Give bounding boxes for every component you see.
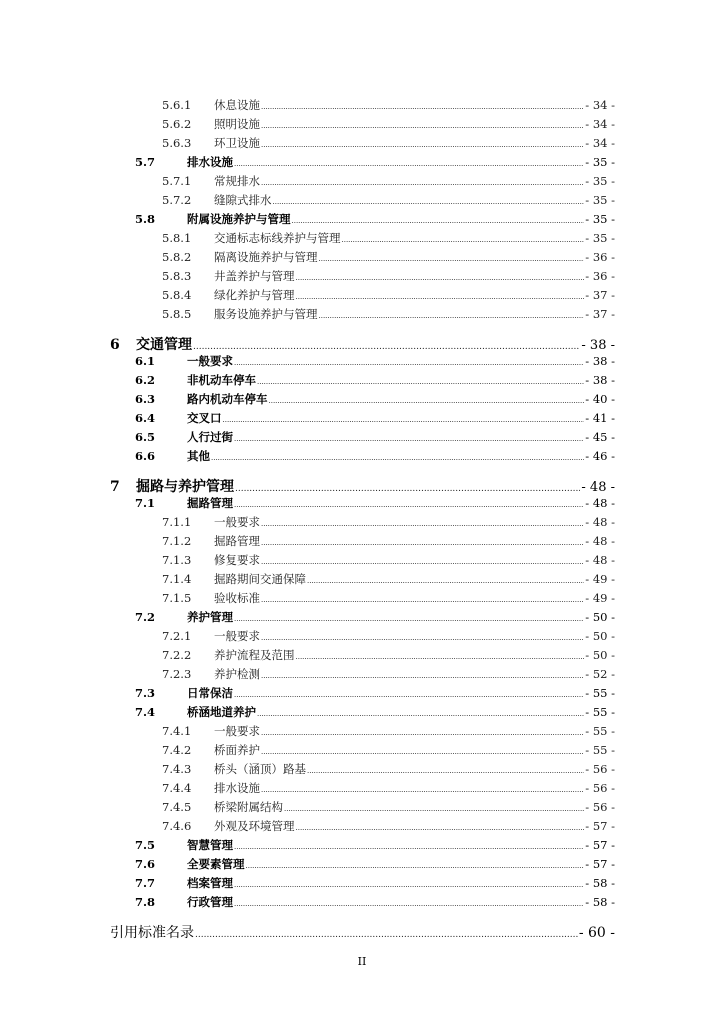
toc-subsection-entry[interactable] bbox=[162, 742, 615, 758]
toc-subsection-entry[interactable] bbox=[162, 818, 615, 834]
toc-entry-page: - 37 - bbox=[585, 307, 615, 321]
toc-entry-number: 7.4.4 bbox=[162, 781, 192, 795]
toc-section-entry[interactable] bbox=[135, 685, 615, 701]
toc-entry-page: - 40 - bbox=[585, 392, 615, 406]
toc-entry-page: - 56 - bbox=[585, 800, 615, 814]
toc-entry-title: 路内机动车停车 bbox=[187, 392, 268, 406]
toc-entry-title: 修复要求 bbox=[214, 553, 260, 567]
toc-subsection-entry[interactable] bbox=[162, 552, 615, 568]
dot-leader bbox=[234, 843, 584, 851]
toc-section-entry[interactable] bbox=[135, 837, 615, 853]
dot-leader bbox=[261, 729, 584, 737]
toc-entry-number: 5.6.2 bbox=[162, 117, 192, 131]
toc-entry-number: 6.6 bbox=[135, 449, 156, 463]
dot-leader bbox=[234, 435, 584, 443]
toc-subsection-entry[interactable] bbox=[162, 116, 615, 132]
dot-leader bbox=[234, 615, 584, 623]
toc-entry-title: 日常保洁 bbox=[187, 686, 233, 700]
toc-subsection-entry[interactable] bbox=[162, 590, 615, 606]
toc-entry-page: - 50 - bbox=[585, 610, 615, 624]
toc-section-entry[interactable] bbox=[135, 875, 615, 891]
toc-subsection-entry[interactable] bbox=[162, 761, 615, 777]
dot-leader bbox=[261, 558, 584, 566]
toc-entry-number: 7.1.4 bbox=[162, 572, 192, 586]
toc-entry-number: 5.8.2 bbox=[162, 250, 192, 264]
toc-entry-number: 6 bbox=[110, 337, 120, 353]
toc-entry-title: 智慧管理 bbox=[187, 838, 233, 852]
dot-leader bbox=[261, 539, 584, 547]
dot-leader bbox=[261, 634, 584, 642]
toc-section-entry[interactable] bbox=[135, 372, 615, 388]
toc-section-entry[interactable] bbox=[135, 154, 615, 170]
toc-entry-title: 排水设施 bbox=[187, 155, 233, 169]
toc-entry-number: 7.2.1 bbox=[162, 629, 192, 643]
dot-leader bbox=[257, 710, 584, 718]
toc-entry-page: - 57 - bbox=[585, 819, 615, 833]
toc-entry-title: 一般要求 bbox=[214, 629, 260, 643]
toc-entry-page: - 36 - bbox=[585, 250, 615, 264]
toc-entry-page: - 50 - bbox=[585, 648, 615, 662]
toc-entry-title: 排水设施 bbox=[214, 781, 260, 795]
toc-entry-page: - 34 - bbox=[585, 98, 615, 112]
toc-entry-title: 服务设施养护与管理 bbox=[214, 307, 318, 321]
toc-section-entry[interactable] bbox=[135, 448, 615, 464]
toc-subsection-entry[interactable] bbox=[162, 533, 615, 549]
toc-entry-title: 验收标准 bbox=[214, 591, 260, 605]
toc-entry-page: - 57 - bbox=[585, 838, 615, 852]
toc-entry-number: 5.7 bbox=[135, 155, 156, 169]
toc-entry-page: - 34 - bbox=[585, 136, 615, 150]
toc-entry-title: 休息设施 bbox=[214, 98, 260, 112]
toc-entry-number: 7.4 bbox=[135, 705, 156, 719]
dot-leader bbox=[296, 653, 585, 661]
toc-entry-title: 养护管理 bbox=[187, 610, 233, 624]
toc-chapter-entry[interactable] bbox=[110, 476, 615, 496]
toc-chapter-entry[interactable] bbox=[110, 334, 615, 354]
toc-entry-title: 桥头（涵顶）路基 bbox=[214, 762, 306, 776]
toc-appendix-entry[interactable] bbox=[110, 922, 615, 942]
dot-leader bbox=[261, 520, 584, 528]
toc-entry-number: 7 bbox=[110, 479, 120, 495]
dot-leader bbox=[223, 416, 585, 424]
toc-section-entry[interactable] bbox=[135, 429, 615, 445]
toc-entry-page: - 35 - bbox=[585, 174, 615, 188]
toc-entry-number: 5.8.1 bbox=[162, 231, 192, 245]
dot-leader bbox=[269, 397, 585, 405]
toc-entry-number: 6.3 bbox=[135, 392, 156, 406]
toc-entry-page: - 41 - bbox=[585, 411, 615, 425]
dot-leader bbox=[261, 596, 584, 604]
toc-entry-title: 交通标志标线养护与管理 bbox=[214, 231, 341, 245]
toc-entry-number: 7.1.2 bbox=[162, 534, 192, 548]
dot-leader bbox=[211, 454, 584, 462]
dot-leader bbox=[234, 881, 584, 889]
toc-entry-number: 5.6.1 bbox=[162, 98, 192, 112]
toc-entry-number: 7.6 bbox=[135, 857, 156, 871]
toc-entry-number: 7.1 bbox=[135, 496, 156, 510]
toc-entry-number: 7.8 bbox=[135, 895, 156, 909]
toc-entry-page: - 35 - bbox=[585, 155, 615, 169]
toc-section-entry[interactable] bbox=[135, 495, 615, 511]
toc-entry-page: - 55 - bbox=[585, 686, 615, 700]
dot-leader bbox=[235, 484, 580, 494]
dot-leader bbox=[296, 274, 585, 282]
dot-leader bbox=[234, 691, 584, 699]
toc-entry-number: 5.8 bbox=[135, 212, 156, 226]
toc-entry-title: 外观及环境管理 bbox=[214, 819, 295, 833]
toc-entry-page: - 55 - bbox=[585, 743, 615, 757]
toc-subsection-entry[interactable] bbox=[162, 249, 615, 265]
toc-entry-title: 掘路期间交通保障 bbox=[214, 572, 306, 586]
toc-entry-title: 掘路与养护管理 bbox=[136, 479, 234, 495]
toc-entry-page: - 46 - bbox=[585, 449, 615, 463]
dot-leader bbox=[246, 862, 585, 870]
dot-leader bbox=[234, 359, 584, 367]
toc-entry-page: - 34 - bbox=[585, 117, 615, 131]
toc-entry-page: - 56 - bbox=[585, 762, 615, 776]
dot-leader bbox=[261, 179, 584, 187]
dot-leader bbox=[193, 342, 580, 352]
toc-subsection-entry[interactable] bbox=[162, 287, 615, 303]
toc-subsection-entry[interactable] bbox=[162, 571, 615, 587]
toc-entry-page: - 60 - bbox=[578, 925, 615, 941]
toc-entry-title: 人行过街 bbox=[187, 430, 233, 444]
toc-entry-number: 7.4.2 bbox=[162, 743, 192, 757]
toc-entry-title: 行政管理 bbox=[187, 895, 233, 909]
toc-entry-page: - 52 - bbox=[585, 667, 615, 681]
toc-subsection-entry[interactable] bbox=[162, 230, 615, 246]
toc-entry-title: 养护检测 bbox=[214, 667, 260, 681]
toc-entry-title: 掘路管理 bbox=[214, 534, 260, 548]
dot-leader bbox=[273, 198, 585, 206]
toc-entry-title: 一般要求 bbox=[214, 515, 260, 529]
toc-entry-title: 井盖养护与管理 bbox=[214, 269, 295, 283]
toc-entry-page: - 56 - bbox=[585, 781, 615, 795]
toc-entry-number: 7.4.1 bbox=[162, 724, 192, 738]
toc-section-entry[interactable] bbox=[135, 353, 615, 369]
toc-entry-title: 照明设施 bbox=[214, 117, 260, 131]
toc-entry-number: 7.2.3 bbox=[162, 667, 192, 681]
toc-entry-title: 桥涵地道养护 bbox=[187, 705, 256, 719]
dot-leader bbox=[234, 160, 584, 168]
dot-leader bbox=[296, 824, 585, 832]
toc-entry-title: 掘路管理 bbox=[187, 496, 233, 510]
dot-leader bbox=[261, 786, 584, 794]
toc-subsection-entry[interactable] bbox=[162, 173, 615, 189]
toc-entry-page: - 48 - bbox=[581, 480, 615, 495]
toc-entry-title: 引用标准名录 bbox=[110, 925, 194, 941]
toc-subsection-entry[interactable] bbox=[162, 192, 615, 208]
toc-entry-page: - 35 - bbox=[585, 231, 615, 245]
dot-leader bbox=[296, 293, 585, 301]
toc-entry-number: 7.7 bbox=[135, 876, 156, 890]
dot-leader bbox=[319, 255, 585, 263]
toc-entry-page: - 49 - bbox=[585, 572, 615, 586]
toc-entry-title: 全要素管理 bbox=[187, 857, 245, 871]
dot-leader bbox=[261, 122, 584, 130]
toc-entry-number: 5.6.3 bbox=[162, 136, 192, 150]
toc-entry-number: 7.1.3 bbox=[162, 553, 192, 567]
toc-section-entry[interactable] bbox=[135, 609, 615, 625]
toc-subsection-entry[interactable] bbox=[162, 628, 615, 644]
dot-leader bbox=[234, 900, 584, 908]
toc-subsection-entry[interactable] bbox=[162, 135, 615, 151]
toc-entry-title: 桥面养护 bbox=[214, 743, 260, 757]
toc-entry-number: 5.7.2 bbox=[162, 193, 192, 207]
dot-leader bbox=[307, 767, 584, 775]
dot-leader bbox=[261, 748, 584, 756]
toc-entry-title: 桥梁附属结构 bbox=[214, 800, 283, 814]
toc-subsection-entry[interactable] bbox=[162, 647, 615, 663]
toc-entry-title: 交叉口 bbox=[187, 411, 222, 425]
toc-entry-page: - 57 - bbox=[585, 857, 615, 871]
toc-entry-page: - 50 - bbox=[585, 629, 615, 643]
toc-entry-page: - 37 - bbox=[585, 288, 615, 302]
toc-entry-page: - 48 - bbox=[585, 534, 615, 548]
toc-entry-title: 隔离设施养护与管理 bbox=[214, 250, 318, 264]
toc-entry-title: 一般要求 bbox=[214, 724, 260, 738]
toc-entry-page: - 45 - bbox=[585, 430, 615, 444]
toc-entry-title: 一般要求 bbox=[187, 354, 233, 368]
toc-entry-number: 5.8.4 bbox=[162, 288, 192, 302]
dot-leader bbox=[292, 217, 585, 225]
toc-entry-number: 7.2 bbox=[135, 610, 156, 624]
toc-entry-page: - 36 - bbox=[585, 269, 615, 283]
toc-subsection-entry[interactable] bbox=[162, 268, 615, 284]
toc-subsection-entry[interactable] bbox=[162, 306, 615, 322]
toc-entry-number: 7.3 bbox=[135, 686, 156, 700]
toc-entry-number: 7.4.3 bbox=[162, 762, 192, 776]
toc-entry-number: 7.4.5 bbox=[162, 800, 192, 814]
toc-entry-title: 绿化养护与管理 bbox=[214, 288, 295, 302]
toc-section-entry[interactable] bbox=[135, 391, 615, 407]
toc-entry-page: - 38 - bbox=[581, 338, 615, 353]
toc-entry-page: - 38 - bbox=[585, 354, 615, 368]
toc-entry-number: 5.8.3 bbox=[162, 269, 192, 283]
dot-leader bbox=[261, 672, 584, 680]
toc-entry-page: - 35 - bbox=[585, 212, 615, 226]
toc-entry-number: 6.2 bbox=[135, 373, 156, 387]
toc-entry-number: 7.1.5 bbox=[162, 591, 192, 605]
dot-leader bbox=[307, 577, 584, 585]
toc-entry-title: 附属设施养护与管理 bbox=[187, 212, 291, 226]
toc-entry-title: 缝隙式排水 bbox=[214, 193, 272, 207]
toc-entry-page: - 48 - bbox=[585, 515, 615, 529]
toc-entry-number: 7.2.2 bbox=[162, 648, 192, 662]
toc-subsection-entry[interactable] bbox=[162, 666, 615, 682]
toc-entry-title: 交通管理 bbox=[136, 337, 192, 353]
toc-entry-number: 6.1 bbox=[135, 354, 156, 368]
toc-subsection-entry[interactable] bbox=[162, 514, 615, 530]
toc-section-entry[interactable] bbox=[135, 410, 615, 426]
toc-entry-page: - 48 - bbox=[585, 496, 615, 510]
toc-entry-title: 养护流程及范围 bbox=[214, 648, 295, 662]
toc-entry-number: 7.1.1 bbox=[162, 515, 192, 529]
toc-entry-title: 其他 bbox=[187, 449, 210, 463]
toc-subsection-entry[interactable] bbox=[162, 780, 615, 796]
dot-leader bbox=[195, 930, 578, 940]
toc-entry-page: - 55 - bbox=[585, 724, 615, 738]
toc-entry-page: - 58 - bbox=[585, 876, 615, 890]
toc-section-entry[interactable] bbox=[135, 211, 615, 227]
toc-section-entry[interactable] bbox=[135, 894, 615, 910]
toc-entry-page: - 58 - bbox=[585, 895, 615, 909]
dot-leader bbox=[261, 141, 584, 149]
toc-entry-title: 非机动车停车 bbox=[187, 373, 256, 387]
dot-leader bbox=[284, 805, 584, 813]
dot-leader bbox=[319, 312, 585, 320]
dot-leader bbox=[257, 378, 584, 386]
toc-entry-page: - 49 - bbox=[585, 591, 615, 605]
toc-subsection-entry[interactable] bbox=[162, 723, 615, 739]
toc-entry-number: 7.5 bbox=[135, 838, 156, 852]
toc-entry-page: - 35 - bbox=[585, 193, 615, 207]
dot-leader bbox=[261, 103, 584, 111]
toc-entry-number: 7.4.6 bbox=[162, 819, 192, 833]
toc-entry-page: - 38 - bbox=[585, 373, 615, 387]
page-number-footer: II bbox=[357, 955, 367, 968]
toc-entry-number: 5.8.5 bbox=[162, 307, 192, 321]
toc-entry-number: 5.7.1 bbox=[162, 174, 192, 188]
toc-entry-title: 档案管理 bbox=[187, 876, 233, 890]
toc-entry-number: 6.5 bbox=[135, 430, 156, 444]
toc-section-entry[interactable] bbox=[135, 856, 615, 872]
toc-entry-title: 环卫设施 bbox=[214, 136, 260, 150]
dot-leader bbox=[234, 501, 584, 509]
toc-entry-page: - 48 - bbox=[585, 553, 615, 567]
dot-leader bbox=[342, 236, 585, 244]
toc-entry-title: 常规排水 bbox=[214, 174, 260, 188]
toc-entry-page: - 55 - bbox=[585, 705, 615, 719]
toc-subsection-entry[interactable] bbox=[162, 97, 615, 113]
toc-section-entry[interactable] bbox=[135, 704, 615, 720]
toc-subsection-entry[interactable] bbox=[162, 799, 615, 815]
toc-entry-number: 6.4 bbox=[135, 411, 156, 425]
